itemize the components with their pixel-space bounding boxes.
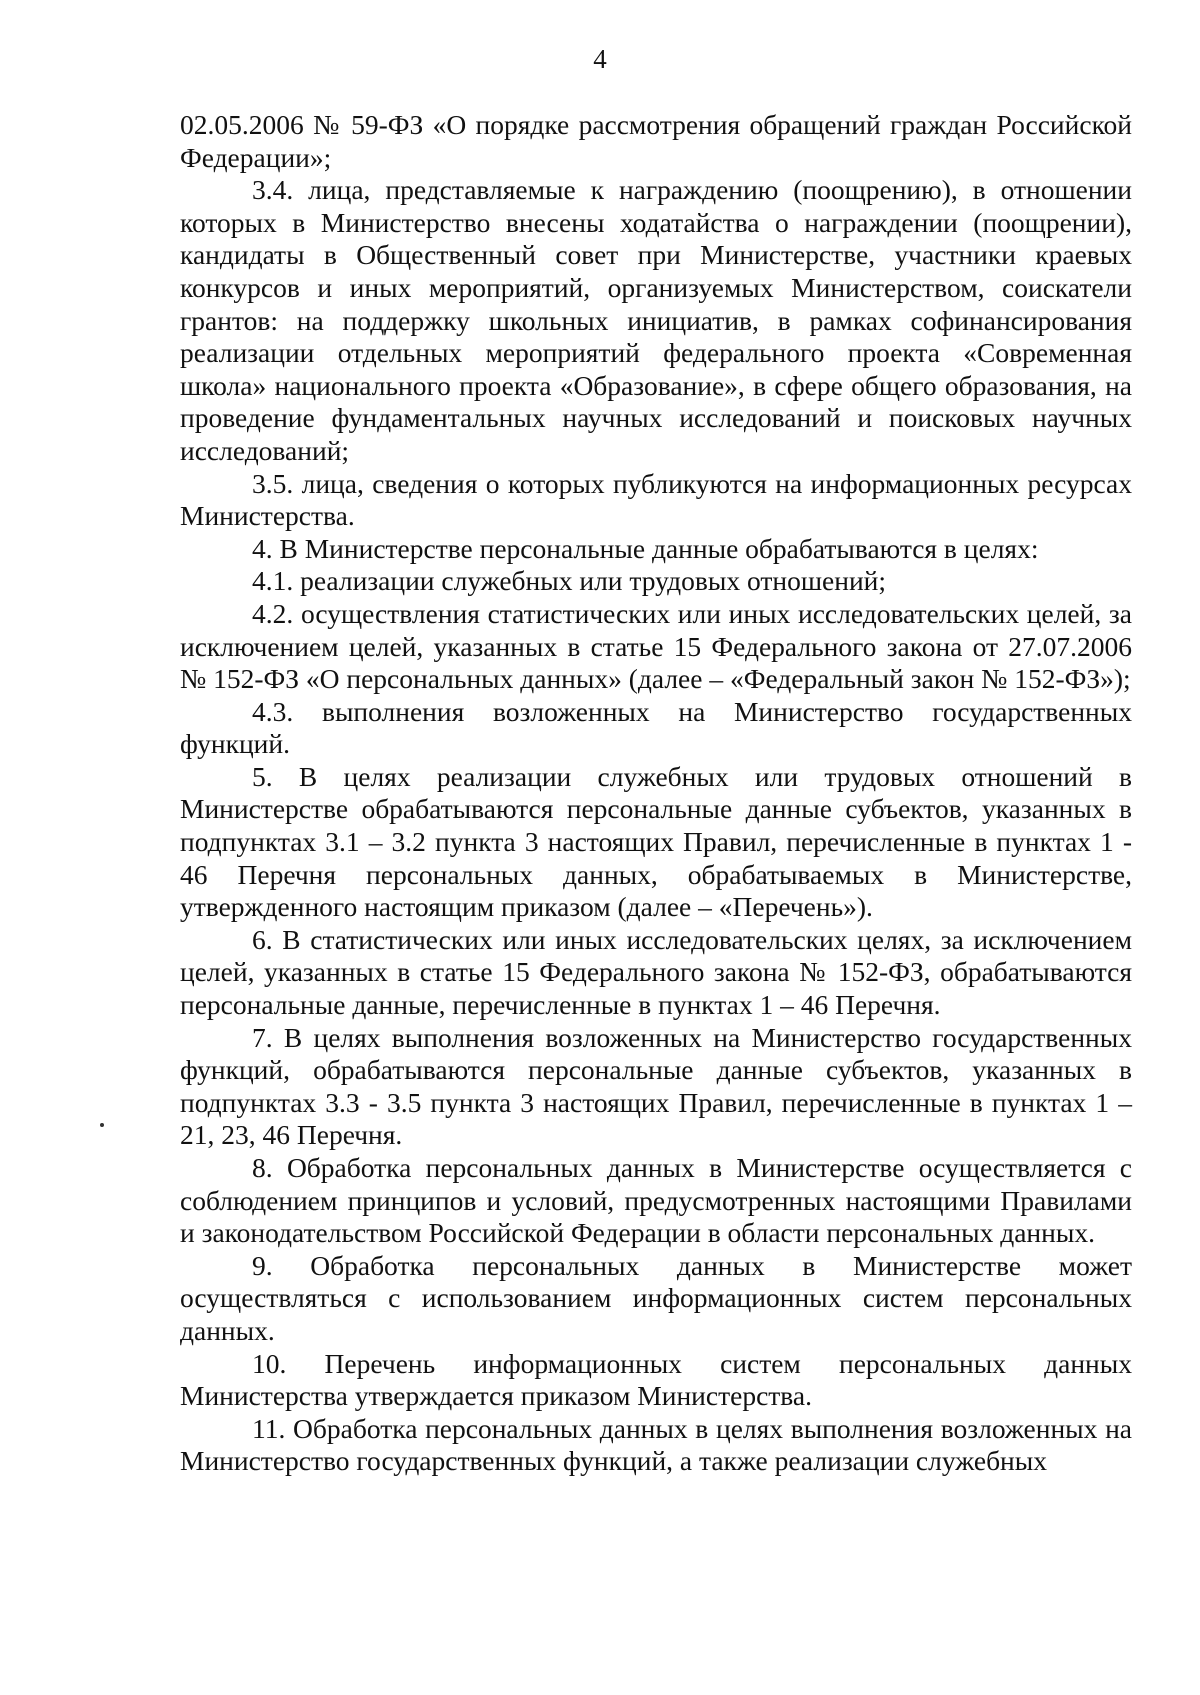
paragraph-7: 7. В целях выполнения возложенных на Министерство государственных функций, обрабатываются персональные данные субъектов, указанных в подпунктах 3.3 - 3.5 пункта 3 настоящих Правил, перечисленные в пунктах 1 – 21, 23, 46 Перечня. bbox=[180, 1021, 1132, 1151]
paragraph-4-1: 4.1. реализации служебных или трудовых отношений; bbox=[252, 565, 887, 597]
paragraph-6: 6. В статистических или иных исследовательских целях, за исключением целей, указанных в статье 15 Федерального закона № 152-ФЗ, обрабатываются персональные данные, перечисленные в пунктах 1 – 46 Перечня. bbox=[180, 923, 1132, 1021]
paragraph-9: 9. Обработка персональных данных в Министерстве может осуществляться с использованием информационных систем персональных данных. bbox=[180, 1249, 1132, 1346]
paragraph-3-4: 3.4. лица, представляемые к награждению (поощрению), в отношении которых в Министерство внесены ходатайства о награждении (поощрении), кандидаты в Общественный совет при Министерстве, участники краевых конкурсов и иных мероприятий, организуемых Министерством, соискатели грантов: на поддержку школьных инициатив, в рамках софинансирования реализации отдельных мероприятий федерального проекта «Современная школа» национального проекта «Образование», в сфере общего образования, на проведение фундаментальных научных исследований и поисковых научных исследований; bbox=[180, 174, 1132, 466]
page-number: 4 bbox=[593, 44, 607, 74]
paragraph-10: 10. Перечень информационных систем персональных данных Министерства утверждается приказом Министерства. bbox=[180, 1347, 1132, 1412]
scan-speck bbox=[100, 1123, 104, 1127]
paragraph-11: 11. Обработка персональных данных в целях выполнения возложенных на Министерство государственных функций, а также реализации служебных bbox=[180, 1412, 1132, 1477]
document-body bbox=[180, 109, 1132, 1478]
paragraph-8: 8. Обработка персональных данных в Министерстве осуществляется с соблюдением принципов и условий, предусмотренных настоящими Правилами и законодательством Российской Федерации в области персональных данных. bbox=[180, 1152, 1132, 1249]
paragraph-law-reference: 02.05.2006 № 59-ФЗ «О порядке рассмотрения обращений граждан Российской Федерации»; bbox=[180, 109, 1132, 173]
paragraph-4-2: 4.2. осуществления статистических или иных исследовательских целей, за исключением целей, указанных в статье 15 Федерального закона от 27.07.2006 № 152-ФЗ «О персональных данных» (далее – «Федеральный закон № 152-ФЗ»); bbox=[180, 597, 1132, 695]
paragraph-4-3: 4.3. выполнения возложенных на Министерство государственных функций. bbox=[180, 695, 1132, 760]
paragraph-5: 5. В целях реализации служебных или трудовых отношений в Министерстве обрабатываются персональные данные субъектов, указанных в подпунктах 3.1 – 3.2 пункта 3 настоящих Правил, перечисленные в пунктах 1 - 46 Перечня персональных данных, обрабатываемых в Министерстве, утвержденного настоящим приказом (далее – «Перечень»). bbox=[180, 760, 1132, 923]
paragraph-4: 4. В Министерстве персональные данные обрабатываются в целях: bbox=[252, 532, 1039, 564]
paragraph-3-5: 3.5. лица, сведения о которых публикуются на информационных ресурсах Министерства. bbox=[180, 467, 1132, 532]
